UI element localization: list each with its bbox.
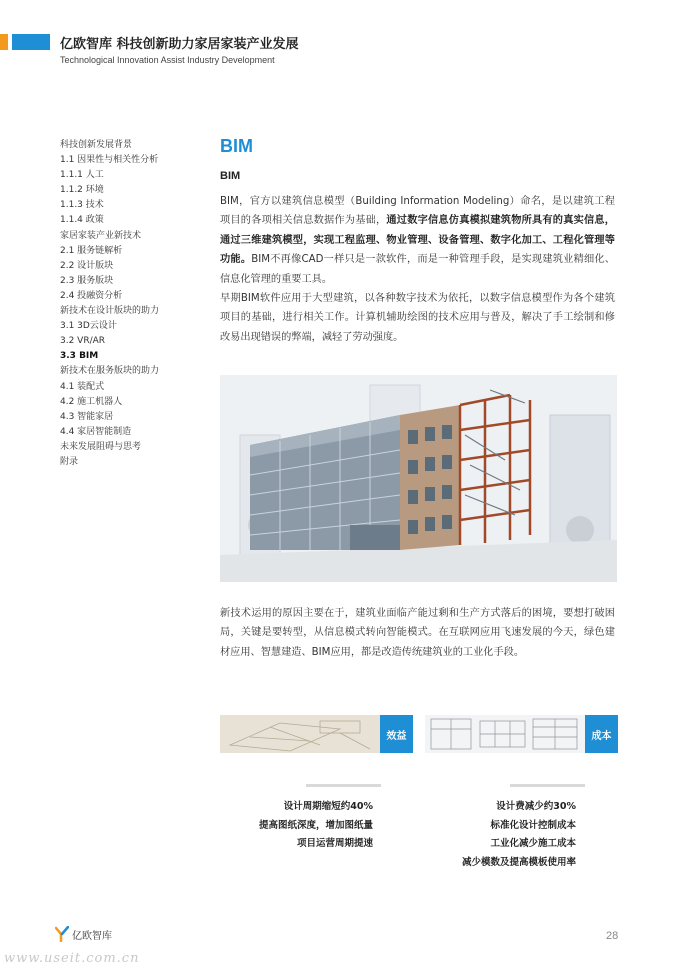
toc-item[interactable]: 未来发展阻碍与思考	[60, 441, 142, 452]
header-orange-bar	[0, 34, 8, 50]
cost-banner	[425, 715, 618, 753]
yiou-logo-icon	[55, 926, 69, 942]
table-of-contents	[60, 138, 200, 470]
toc-item[interactable]: 附录	[60, 456, 79, 467]
cost-item: 工业化减少施工成本	[490, 838, 576, 850]
bim-building-image	[220, 375, 617, 582]
toc-item[interactable]: 1.1.2 环境	[60, 185, 104, 196]
intro-text-part3: 早期BIM软件应用于大型建筑，以各种数字技术为依托，以数字信息模型作为各个建筑项目的基础，进行相关工作。计算机辅助绘图的技术应用与普及，解决了手工绘制和修改易出现错误的弊端，减轻了劳动强度。	[220, 293, 615, 343]
cost-item: 设计费减少约30%	[496, 801, 576, 812]
intro-text-part2: BIM不再像CAD一样只是一款软件，而是一种管理手段，是实现建筑业精细化、信息化管理的重要工具。	[220, 254, 615, 285]
section-title: BIM	[220, 136, 253, 156]
toc-item[interactable]: 3.2 VR/AR	[60, 336, 106, 347]
subheading: BIM	[220, 170, 241, 182]
cost-list	[462, 798, 576, 873]
header-subtitle: Technological Innovation Assist Industry Development	[60, 55, 275, 65]
page-number: 28	[606, 930, 619, 942]
toc-item[interactable]: 1.1.3 技术	[60, 200, 104, 211]
page-header	[0, 30, 675, 70]
toc-item[interactable]: 新技术在服务版块的助力	[60, 366, 160, 377]
reason-paragraph: 新技术运用的原因主要在于，建筑业面临产能过剩和生产方式落后的困境，要想打破困局，关键是要转型，从信息模式转向智能模式。在互联网应用飞速发展的今天，绿色建材应用、智慧建造、BIM应用，都是改造传统建筑业的工业化手段。	[220, 608, 615, 658]
toc-item[interactable]: 2.1 服务链解析	[60, 245, 123, 256]
toc-item[interactable]: 3.3 BIM	[60, 351, 99, 362]
benefit-item: 设计周期缩短约40%	[283, 801, 373, 812]
toc-item[interactable]: 科技创新发展背景	[60, 140, 133, 150]
benefit-item: 提高图纸深度，增加图纸量	[258, 819, 373, 831]
footer-logo	[55, 926, 112, 942]
intro-text-part1: BIM，官方以建筑信息模型（Building Information Modeling）命名，是以建筑工程项目的各项相关信息数据作为基础，	[220, 196, 615, 227]
benefit-tag: 效益	[380, 715, 413, 753]
cost-item: 标准化设计控制成本	[490, 819, 576, 831]
toc-item[interactable]: 4.4 家居智能制造	[60, 426, 132, 437]
cost-divider	[510, 784, 585, 787]
benefit-list	[259, 798, 373, 854]
toc-item[interactable]: 4.1 装配式	[60, 381, 105, 392]
toc-item[interactable]: 1.1.1 人工	[60, 170, 104, 181]
toc-item[interactable]: 2.3 服务版块	[60, 275, 114, 286]
toc-item[interactable]: 1.1.4 政策	[60, 215, 104, 226]
toc-item[interactable]: 新技术在设计版块的助力	[60, 306, 160, 317]
cost-item: 减少模数及提高模板使用率	[461, 857, 576, 869]
header-title: 亿欧智库 科技创新助力家居家装产业发展	[60, 37, 299, 52]
toc-item[interactable]: 4.3 智能家居	[60, 411, 114, 422]
watermark: www.useit.com.cn	[4, 951, 140, 966]
toc-item[interactable]: 3.1 3D云设计	[60, 321, 117, 332]
footer-logo-text: 亿欧智库	[72, 930, 112, 942]
toc-item[interactable]: 2.2 设计版块	[60, 260, 114, 271]
toc-item[interactable]: 1.1 因果性与相关性分析	[60, 155, 159, 166]
drawing-sheet-image	[425, 715, 585, 753]
benefit-banner	[220, 715, 413, 753]
header-blue-bar	[12, 34, 50, 50]
intro-paragraph	[220, 192, 615, 347]
toc-item[interactable]: 家居家装产业新技术	[60, 230, 142, 241]
intro-text-bold: 通过数字信息仿真模拟建筑物所具有的真实信息，通过三维建筑模型，实现工程监理、物业管理、设备管理、数字化加工、工程化管理等功能。	[220, 215, 615, 266]
benefit-divider	[306, 784, 381, 787]
toc-item[interactable]: 2.4 投融资分析	[60, 290, 123, 301]
building-illustration	[220, 375, 617, 582]
cost-tag: 成本	[585, 715, 618, 753]
blueprint-image	[220, 715, 380, 753]
benefit-item: 项目运营周期提速	[296, 838, 373, 850]
toc-item[interactable]: 4.2 施工机器人	[60, 396, 123, 407]
